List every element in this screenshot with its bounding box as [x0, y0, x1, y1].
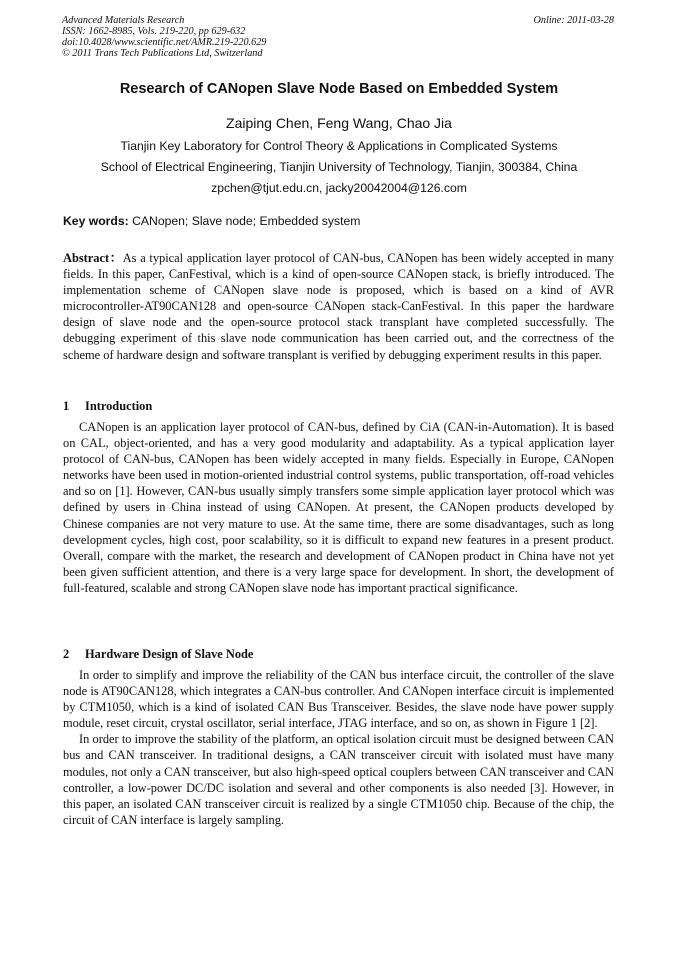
- keywords: [63, 214, 360, 228]
- section-body: [63, 419, 614, 596]
- paragraph: CANopen is an application layer protocol of CAN-bus, defined by CiA (CAN-in-Automation). It is based on CAL, object-oriented, and has a very good modularity and adaptability. As a typical application layer protocol of CAN-bus, CANopen has been widely accepted in many fields. Especially in Europe, CANopen networks have been used in motion-oriented industrial control systems, public transportation, off-road vehicles and so on [1]. However, CAN-bus usually simply transfers some simple application layer protocol which was defined by users in China instead of using CANopen. At present, the CANopen products developed by Chinese companies are not very mature to use. At the same time, there are some disadvantages, such as long development cycles, high cost, poor scalability, so it is difficult to expand new features in a present product. Overall, compare with the market, the research and development of CANopen product in China have not yet been given sufficient attention, and there is a very large space for development. In short, the development of full-featured, scalable and strong CANopen slave node has important practical significance.: [63, 420, 614, 595]
- section-body: [63, 667, 614, 828]
- author-emails: zpchen@tjut.edu.cn, jacky20042004@126.com: [211, 181, 467, 195]
- paper-title: Research of CANopen Slave Node Based on Embedded System: [119, 81, 559, 97]
- section-title: Hardware Design of Slave Node: [85, 647, 254, 661]
- abstract-label: Abstract：: [63, 251, 123, 265]
- section-heading: [63, 399, 152, 414]
- section-number: 2: [63, 647, 70, 661]
- journal-name: Advanced Materials Research: [62, 15, 185, 26]
- paragraph: In order to improve the stability of the platform, an optical isolation circuit must be designed between CAN bus and CAN transceiver. In traditional designs, a CAN transceiver circuit with isolated must have many modules, not only a CAN transceiver, but also high-speed optical couplers between CAN transceiver and CAN controller, a low-power DC/DC isolation and several and other components is also needed [3]. However, in this paper, an isolated CAN transceiver circuit is realized by a single CTM1050 chip. Because of the chip, the circuit of CAN interface is largely sampling.: [63, 732, 614, 827]
- copyright-line: © 2011 Trans Tech Publications Ltd, Switzerland: [62, 48, 263, 59]
- author-list: Zaiping Chen, Feng Wang, Chao Jia: [226, 115, 452, 131]
- section-heading: [63, 647, 253, 662]
- abstract: [63, 250, 614, 363]
- section-number: 1: [63, 399, 70, 413]
- affiliation-lab: Tianjin Key Laboratory for Control Theory & Applications in Complicated Systems: [120, 139, 558, 153]
- keywords-label: Key words:: [63, 214, 129, 228]
- section-title: Introduction: [85, 399, 153, 413]
- journal-header: [62, 15, 614, 59]
- issn-line: ISSN: 1662-8985, Vols. 219-220, pp 629-632: [62, 26, 246, 37]
- doi-line: doi:10.4028/www.scientific.net/AMR.219-220.629: [62, 37, 267, 48]
- keywords-text: CANopen; Slave node; Embedded system: [128, 214, 361, 228]
- online-date: Online: 2011-03-28: [533, 15, 614, 26]
- abstract-text: As a typical application layer protocol of CAN-bus, CANopen has been widely accepted in many fields. In this paper, CanFestival, which is a kind of open-source CANopen stack, is briefly introduced. The implementation scheme of CANopen slave node is proposed, which is based on a kind of AVR microcontroller-AT90CAN128 and open-source CANopen stack-CanFestival. In this paper the hardware design of slave node and the open-source protocol stack transplant have completed successfully. The debugging experiment of this slave node communication has been carried out, and the correctness of the scheme of hardware design and software transplant is verified by debugging experiment results in this paper.: [63, 251, 614, 362]
- paragraph: In order to simplify and improve the reliability of the CAN bus interface circuit, the controller of the slave node is AT90CAN128, which integrates a CAN-bus controller. And CANopen interface circuit is implemented by CTM1050, which is a kind of isolated CAN Bus Transceiver. Besides, the slave node have power supply module, reset circuit, crystal oscillator, serial interface, JTAG interface, and so on, as shown in Figure 1 [2].: [63, 668, 614, 731]
- affiliation-school: School of Electrical Engineering, Tianjin University of Technology, Tianjin, 300384, China: [100, 160, 578, 174]
